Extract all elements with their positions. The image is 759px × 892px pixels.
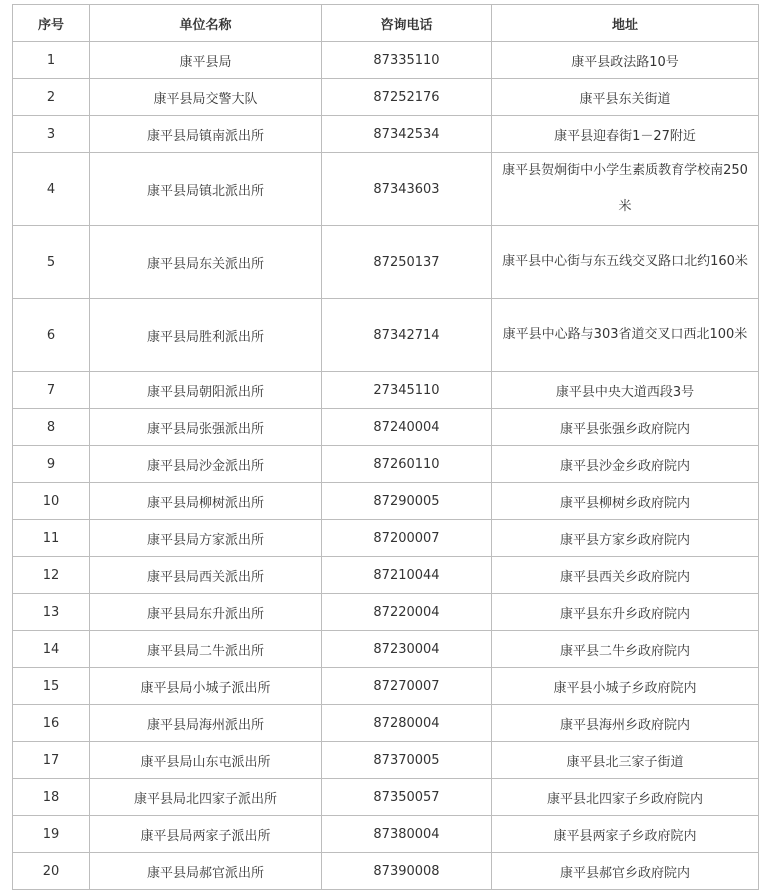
table-row xyxy=(13,557,759,594)
header-number: 序号 xyxy=(13,5,90,42)
address-cell: 康平县北四家子乡政府院内 xyxy=(492,779,759,816)
phone-cell: 87280004 xyxy=(322,705,492,742)
phone-cell: 87250137 xyxy=(322,226,492,299)
phone-cell: 87270007 xyxy=(322,668,492,705)
address-cell: 康平县东关街道 xyxy=(492,79,759,116)
table-row xyxy=(13,153,759,226)
header-phone: 咨询电话 xyxy=(322,5,492,42)
row-number: 14 xyxy=(13,631,90,668)
table-row xyxy=(13,853,759,890)
row-number: 1 xyxy=(13,42,90,79)
address-cell: 康平县中心路与303省道交叉口西北100米 xyxy=(492,299,759,372)
table-row xyxy=(13,226,759,299)
phone-cell: 87230004 xyxy=(322,631,492,668)
row-number: 16 xyxy=(13,705,90,742)
table-row xyxy=(13,446,759,483)
table-row xyxy=(13,705,759,742)
row-number: 18 xyxy=(13,779,90,816)
phone-cell: 87380004 xyxy=(322,816,492,853)
unit-name-cell: 康平县局方家派出所 xyxy=(90,520,322,557)
row-number: 13 xyxy=(13,594,90,631)
table-row xyxy=(13,483,759,520)
unit-name-cell: 康平县局沙金派出所 xyxy=(90,446,322,483)
table-row xyxy=(13,409,759,446)
phone-cell: 87390008 xyxy=(322,853,492,890)
phone-cell: 87210044 xyxy=(322,557,492,594)
address-cell: 康平县郝官乡政府院内 xyxy=(492,853,759,890)
unit-name-cell: 康平县局交警大队 xyxy=(90,79,322,116)
unit-name-cell: 康平县局镇北派出所 xyxy=(90,153,322,226)
row-number: 2 xyxy=(13,79,90,116)
unit-name-cell: 康平县局海州派出所 xyxy=(90,705,322,742)
phone-cell: 87342714 xyxy=(322,299,492,372)
address-cell: 康平县张强乡政府院内 xyxy=(492,409,759,446)
row-number: 5 xyxy=(13,226,90,299)
address-cell: 康平县两家子乡政府院内 xyxy=(492,816,759,853)
table-row xyxy=(13,42,759,79)
address-cell: 康平县西关乡政府院内 xyxy=(492,557,759,594)
unit-name-cell: 康平县局柳树派出所 xyxy=(90,483,322,520)
table-row xyxy=(13,372,759,409)
table-row xyxy=(13,299,759,372)
row-number: 10 xyxy=(13,483,90,520)
unit-name-cell: 康平县局小城子派出所 xyxy=(90,668,322,705)
table-row xyxy=(13,742,759,779)
address-cell: 康平县中心街与东五线交叉路口北约160米 xyxy=(492,226,759,299)
unit-name-cell: 康平县局东升派出所 xyxy=(90,594,322,631)
unit-name-cell: 康平县局郝官派出所 xyxy=(90,853,322,890)
row-number: 9 xyxy=(13,446,90,483)
table-row xyxy=(13,520,759,557)
phone-cell: 27345110 xyxy=(322,372,492,409)
row-number: 12 xyxy=(13,557,90,594)
header-address: 地址 xyxy=(492,5,759,42)
directory-table xyxy=(12,4,759,890)
row-number: 11 xyxy=(13,520,90,557)
address-cell: 康平县东升乡政府院内 xyxy=(492,594,759,631)
address-cell: 康平县海州乡政府院内 xyxy=(492,705,759,742)
phone-cell: 87350057 xyxy=(322,779,492,816)
unit-name-cell: 康平县局二牛派出所 xyxy=(90,631,322,668)
row-number: 8 xyxy=(13,409,90,446)
unit-name-cell: 康平县局西关派出所 xyxy=(90,557,322,594)
unit-name-cell: 康平县局 xyxy=(90,42,322,79)
row-number: 7 xyxy=(13,372,90,409)
table-row xyxy=(13,668,759,705)
unit-name-cell: 康平县局镇南派出所 xyxy=(90,116,322,153)
header-unit-name: 单位名称 xyxy=(90,5,322,42)
unit-name-cell: 康平县局东关派出所 xyxy=(90,226,322,299)
unit-name-cell: 康平县局山东屯派出所 xyxy=(90,742,322,779)
phone-cell: 87200007 xyxy=(322,520,492,557)
row-number: 17 xyxy=(13,742,90,779)
unit-name-cell: 康平县局张强派出所 xyxy=(90,409,322,446)
address-cell: 康平县沙金乡政府院内 xyxy=(492,446,759,483)
phone-cell: 87240004 xyxy=(322,409,492,446)
phone-cell: 87252176 xyxy=(322,79,492,116)
table-row xyxy=(13,631,759,668)
phone-cell: 87290005 xyxy=(322,483,492,520)
table-row xyxy=(13,594,759,631)
address-cell: 康平县贺炯街中小学生素质教育学校南250米 xyxy=(492,153,759,226)
row-number: 19 xyxy=(13,816,90,853)
header-row xyxy=(13,5,759,42)
table-row xyxy=(13,79,759,116)
address-cell: 康平县方家乡政府院内 xyxy=(492,520,759,557)
unit-name-cell: 康平县局两家子派出所 xyxy=(90,816,322,853)
address-cell: 康平县中央大道西段3号 xyxy=(492,372,759,409)
address-cell: 康平县迎春街1－27附近 xyxy=(492,116,759,153)
address-cell: 康平县柳树乡政府院内 xyxy=(492,483,759,520)
phone-cell: 87260110 xyxy=(322,446,492,483)
phone-cell: 87370005 xyxy=(322,742,492,779)
unit-name-cell: 康平县局胜利派出所 xyxy=(90,299,322,372)
address-cell: 康平县政法路10号 xyxy=(492,42,759,79)
phone-cell: 87335110 xyxy=(322,42,492,79)
row-number: 3 xyxy=(13,116,90,153)
address-cell: 康平县北三家子街道 xyxy=(492,742,759,779)
address-cell: 康平县二牛乡政府院内 xyxy=(492,631,759,668)
unit-name-cell: 康平县局朝阳派出所 xyxy=(90,372,322,409)
phone-cell: 87220004 xyxy=(322,594,492,631)
phone-cell: 87343603 xyxy=(322,153,492,226)
unit-name-cell: 康平县局北四家子派出所 xyxy=(90,779,322,816)
address-cell: 康平县小城子乡政府院内 xyxy=(492,668,759,705)
row-number: 4 xyxy=(13,153,90,226)
table-row xyxy=(13,779,759,816)
row-number: 20 xyxy=(13,853,90,890)
row-number: 6 xyxy=(13,299,90,372)
phone-cell: 87342534 xyxy=(322,116,492,153)
table-row xyxy=(13,816,759,853)
police-station-directory xyxy=(12,4,758,890)
table-row xyxy=(13,116,759,153)
row-number: 15 xyxy=(13,668,90,705)
